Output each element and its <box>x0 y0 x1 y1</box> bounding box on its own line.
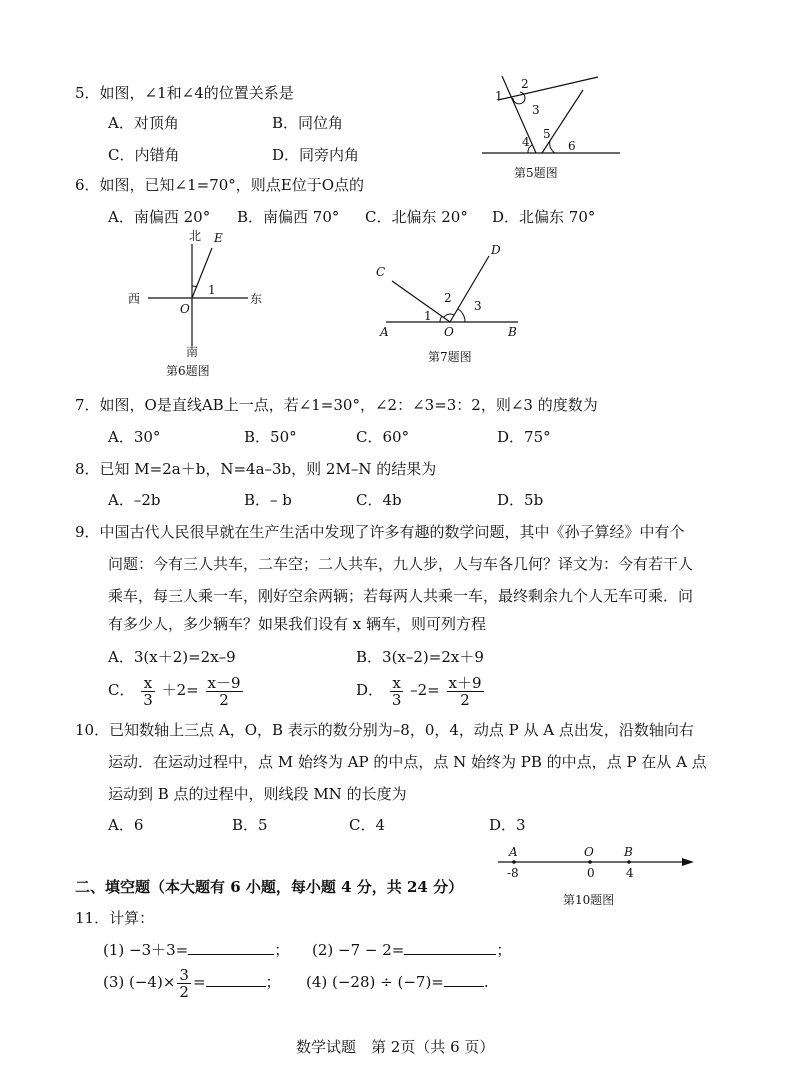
q9-option-c-label: C． <box>108 681 135 699</box>
q6-option-b: B．南偏西 70° <box>237 208 340 226</box>
q8-option-b: B．– b <box>244 491 292 509</box>
q10-caption: 第10题图 <box>563 893 615 907</box>
q5-option-a: A．对顶角 <box>108 114 179 132</box>
q8-stem: 8．已知 M=2a＋b，N=4a–3b，则 2M–N 的结果为 <box>75 460 437 478</box>
q11-part-3 <box>103 964 281 1000</box>
q7-figure <box>376 240 526 340</box>
q7-label-d: D <box>491 243 501 257</box>
q6-stem: 6．如图，已知∠1=70°，则点E位于O点的 <box>75 176 365 194</box>
section-2-title: 二、填空题（本大题有 6 小题，每小题 4 分，共 24 分） <box>75 878 464 896</box>
q11-answer-blank-4[interactable] <box>444 972 484 987</box>
q11-part-4 <box>306 972 489 992</box>
q9-option-d <box>356 672 486 708</box>
q5-label-5: 5 <box>543 127 551 141</box>
q6-label-e: E <box>214 231 223 245</box>
q7-label-2: 2 <box>444 291 452 305</box>
q10-value-o: 0 <box>587 866 595 880</box>
q9-option-a: A．3(x＋2)=2x–9 <box>108 648 236 666</box>
q5-label-2: 2 <box>521 77 529 91</box>
q7-label-o: O <box>444 325 454 339</box>
q6-label-west: 西 <box>128 292 141 306</box>
q11-part-4-end: . <box>483 973 489 991</box>
page-footer: 数学试题 第 2页（共 6 页） <box>296 1038 495 1056</box>
q11-part-2 <box>312 940 511 960</box>
q6-label-angle: 1 <box>208 283 216 297</box>
q11-part-1-expr: (1) −3＋3= <box>103 941 189 959</box>
q7-label-3: 3 <box>474 299 482 313</box>
q9-option-c-frac-2: $\frac{x-9}{2}$ <box>207 673 241 709</box>
q7-label-c: C <box>376 265 386 279</box>
q10-line-3: 运动到 B 点的过程中，则线段 MN 的长度为 <box>108 785 407 803</box>
q6-caption: 第6题图 <box>166 364 210 378</box>
q11-part-3-expr: (3) (−4)× <box>103 973 176 991</box>
q5-option-b: B．同位角 <box>272 114 344 132</box>
q9-line-1: 9．中国古代人民很早就在生产生活中发现了许多有趣的数学问题，其中《孙子算经》中有个 <box>75 523 685 541</box>
q9-line-3: 乘车，每三人乘一车，刚好空余两辆；若每两人共乘一车，最终剩余九个人无车可乘．问 <box>108 587 694 605</box>
q10-option-a: A．6 <box>108 816 144 834</box>
q5-caption: 第5题图 <box>514 166 558 180</box>
q11-part-3-sep: ； <box>265 973 281 991</box>
q7-label-1: 1 <box>424 309 432 323</box>
q11-stem: 11．计算： <box>75 909 155 927</box>
q10-option-d: D．3 <box>489 816 526 834</box>
q11-answer-blank-2[interactable] <box>404 940 496 955</box>
q9-option-d-label: D． <box>356 681 384 699</box>
q6-label-o: O <box>180 302 190 316</box>
q6-label-east: 东 <box>250 292 263 306</box>
q11-part-2-expr: (2) −7 − 2= <box>312 941 405 959</box>
q8-option-a: A．–2b <box>108 491 161 509</box>
q7-option-c: C．60° <box>356 428 410 446</box>
q6-option-d: D．北偏东 70° <box>492 208 596 226</box>
q11-part-1 <box>103 940 289 960</box>
q5-option-d: D．同旁内角 <box>272 146 360 164</box>
q6-option-c: C．北偏东 20° <box>365 208 468 226</box>
q7-caption: 第7题图 <box>428 350 472 364</box>
q10-value-a: -8 <box>507 866 519 880</box>
q9-option-c <box>108 672 245 708</box>
q5-label-6: 6 <box>568 139 576 153</box>
q11-part-1-sep: ； <box>274 941 290 959</box>
q10-figure <box>496 842 696 882</box>
q9-line-4: 有多少人，多少辆车？如果我们设有 x 辆车，则可列方程 <box>108 615 486 633</box>
q7-option-b: B．50° <box>244 428 297 446</box>
q10-value-b: 4 <box>626 866 634 880</box>
q9-option-d-frac-2: $\frac{x+9}{2}$ <box>448 673 482 709</box>
q11-answer-blank-1[interactable] <box>188 940 274 955</box>
q7-option-a: A．30° <box>108 428 161 446</box>
q8-option-c: C．4b <box>356 491 402 509</box>
q8-option-d: D．5b <box>497 491 544 509</box>
q7-option-d: D．75° <box>497 428 551 446</box>
q7-label-b: B <box>508 325 517 339</box>
q5-label-1: 1 <box>495 89 503 103</box>
q10-label-a: A <box>509 845 518 859</box>
q10-label-b: B <box>624 845 633 859</box>
q7-label-a: A <box>380 325 389 339</box>
q11-part-3-eq: = <box>192 973 206 991</box>
q10-line-2: 运动．在运动过程中，点 M 始终为 AP 的中点，点 N 始终为 PB 的中点，点 P 在从 A 点 <box>108 753 707 771</box>
q11-part-3-frac: $\frac{3}{2}$ <box>179 965 189 1001</box>
q9-option-c-frac-1: $\frac{x}{3}$ <box>143 673 153 709</box>
q10-label-o: O <box>584 845 594 859</box>
q5-figure <box>480 70 630 160</box>
q11-part-2-sep: ； <box>496 941 512 959</box>
q9-option-d-frac-1: $\frac{x}{3}$ <box>391 673 402 709</box>
q5-option-c: C．内错角 <box>108 146 180 164</box>
q9-option-d-mid: –2= <box>410 681 440 699</box>
q5-label-4: 4 <box>522 135 530 149</box>
q7-stem: 7．如图，O是直线AB上一点，若∠1=30°，∠2：∠3=3：2，则∠3 的度数为 <box>75 396 598 414</box>
q11-part-4-expr: (4) (−28) ÷ (−7)= <box>306 973 444 991</box>
q6-label-south: 南 <box>186 345 199 359</box>
q11-answer-blank-3[interactable] <box>206 972 266 987</box>
q5-stem: 5．如图，∠1和∠4的位置关系是 <box>75 84 294 102</box>
q6-figure <box>120 228 270 358</box>
q9-option-b: B．3(x–2)=2x＋9 <box>356 648 484 666</box>
q9-option-c-mid: ＋2= <box>161 681 199 699</box>
q6-option-a: A．南偏西 20° <box>108 208 211 226</box>
q5-label-3: 3 <box>532 103 540 117</box>
q9-line-2: 问题：今有三人共车，二车空；二人共车，九人步，人与车各几何？译文为：今有若干人 <box>108 555 694 573</box>
q10-line-1: 10．已知数轴上三点 A，O，B 表示的数分别为–8，0，4，动点 P 从 A 点出发，沿数轴向右 <box>75 721 694 739</box>
q10-option-c: C．4 <box>349 816 386 834</box>
q10-option-b: B．5 <box>232 816 268 834</box>
q6-label-north: 北 <box>189 229 202 243</box>
